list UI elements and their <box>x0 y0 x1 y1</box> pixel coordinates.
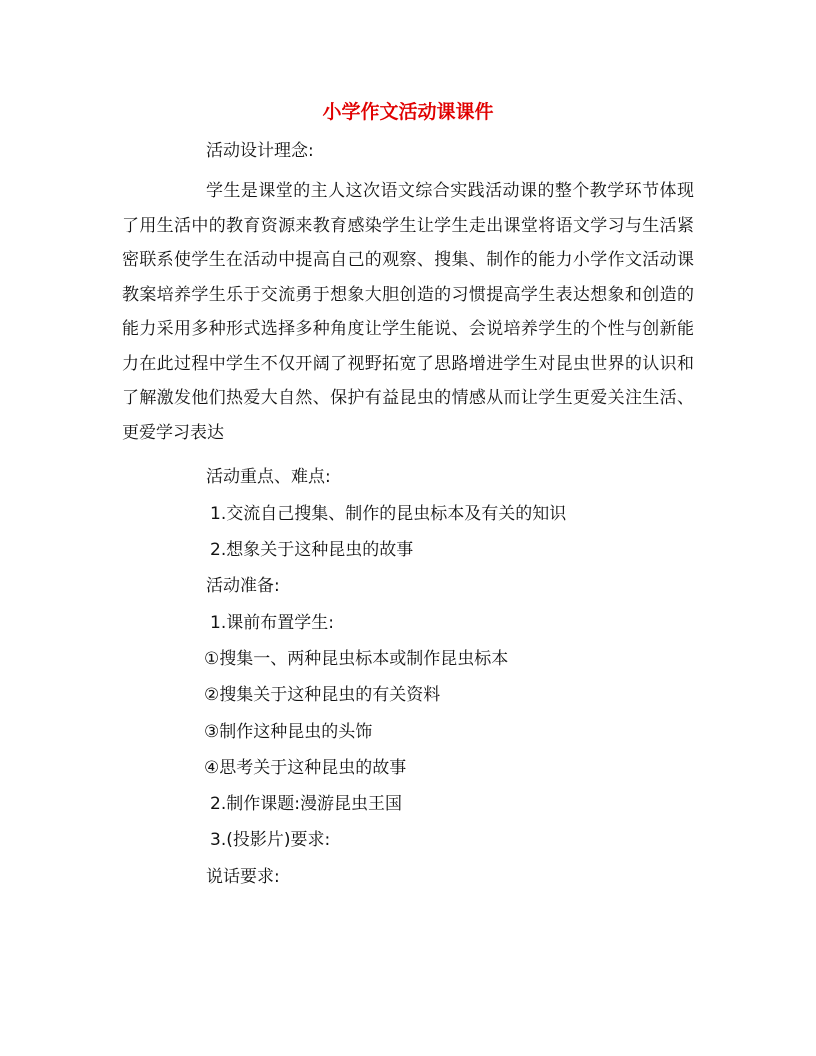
design-heading: 活动设计理念: <box>206 141 314 161</box>
design-paragraph: 学生是课堂的主人这次语文综合实践活动课的整个教学环节体现了用生活中的教育资源来教育感染学生让学生走出课堂将语文学习与生活紧密联系使学生在活动中提高自己的观察、搜集、制作的能力小学作文活动课教案培养学生乐于交流勇于想象大胆创造的习惯提高学生表达想象和创造的能力采用多种形式选择多种角度让学生能说、会说培养学生的个性与创新能力在此过程中学生不仅开阔了视野拓宽了思路增进学生对昆虫世界的认识和了解激发他们热爱大自然、保护有益昆虫的情感从而让学生更爱关注生活、更爱学习表达 <box>122 181 694 443</box>
document-title: 小学作文活动课课件 <box>322 101 494 123</box>
prep-item-1: 1.课前布置学生: <box>210 613 334 633</box>
prep-item-1-a: ①搜集一、两种昆虫标本或制作昆虫标本 <box>204 649 509 669</box>
prep-item-3: 3.(投影片)要求: <box>210 830 331 850</box>
prep-item-1-d: ④思考关于这种昆虫的故事 <box>204 758 407 778</box>
prep-item-2: 2.制作课题:漫游昆虫王国 <box>210 794 402 814</box>
preparation-heading: 活动准备: <box>206 576 280 596</box>
key-point-1: 1.交流自己搜集、制作的昆虫标本及有关的知识 <box>210 504 567 524</box>
prep-item-1-c: ③制作这种昆虫的头饰 <box>204 722 373 742</box>
key-point-2: 2.想象关于这种昆虫的故事 <box>210 540 414 560</box>
prep-item-1-b: ②搜集关于这种昆虫的有关资料 <box>204 685 441 705</box>
speaking-heading: 说话要求: <box>206 867 280 887</box>
key-points-heading: 活动重点、难点: <box>206 467 331 487</box>
